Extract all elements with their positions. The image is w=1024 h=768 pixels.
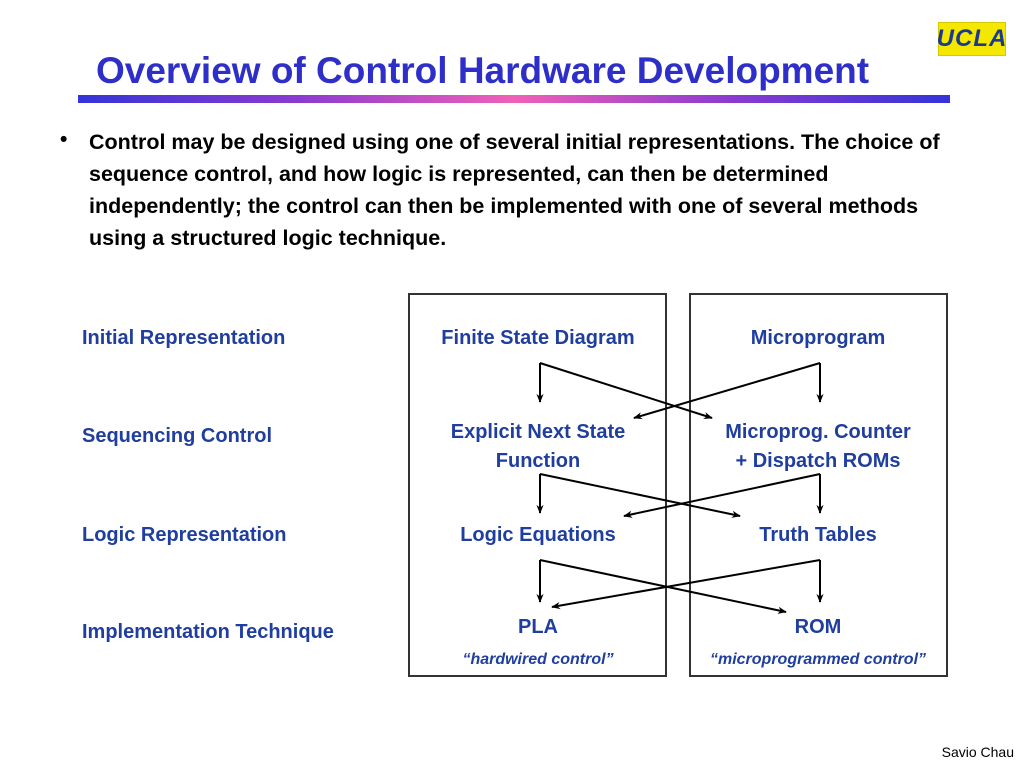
explicit-next-state-label-line2: Function — [495, 450, 581, 472]
rom-label: ROM — [794, 616, 842, 638]
row-label-logic-representation: Logic Representation — [82, 524, 287, 546]
microprogram-label: Microprogram — [750, 327, 886, 349]
row-label-initial-representation: Initial Representation — [82, 327, 286, 349]
row-label-sequencing-control: Sequencing Control — [82, 425, 272, 447]
arrow-microprogram-to-explicit — [634, 363, 820, 418]
microprogrammed-control-caption: “microprogrammed control” — [709, 651, 927, 668]
arrow-logic-equations-to-rom — [540, 560, 786, 612]
explicit-next-state-label-line1: Explicit Next State — [450, 421, 626, 443]
logic-equations-label: Logic Equations — [460, 524, 616, 546]
author-name: Savio Chau — [941, 744, 1014, 760]
microprog-counter-label-line2: + Dispatch ROMs — [735, 450, 901, 472]
truth-tables-label: Truth Tables — [759, 524, 877, 546]
pla-label: PLA — [518, 616, 558, 638]
row-label-implementation-technique: Implementation Technique — [82, 621, 334, 643]
hardwired-control-caption: “hardwired control” — [462, 651, 614, 668]
bullet-marker: • — [60, 128, 68, 151]
arrow-fsd-to-microprog-counter — [540, 363, 712, 418]
bullet-paragraph: Control may be designed using one of several initial representations. The choice of sequence control, and how logic is represented, can then be determined independently; the control can then be implemented with one of several methods using a structured logic technique. — [89, 130, 940, 250]
logo-text: UCLA — [936, 25, 1008, 52]
slide-title: Overview of Control Hardware Development — [96, 50, 870, 91]
finite-state-diagram-label: Finite State Diagram — [441, 327, 635, 349]
arrow-explicit-to-truth-tables — [540, 474, 740, 516]
arrow-counter-to-logic-equations — [624, 474, 820, 516]
arrow-truth-tables-to-pla — [552, 560, 820, 607]
microprog-counter-label-line1: Microprog. Counter — [725, 421, 911, 443]
